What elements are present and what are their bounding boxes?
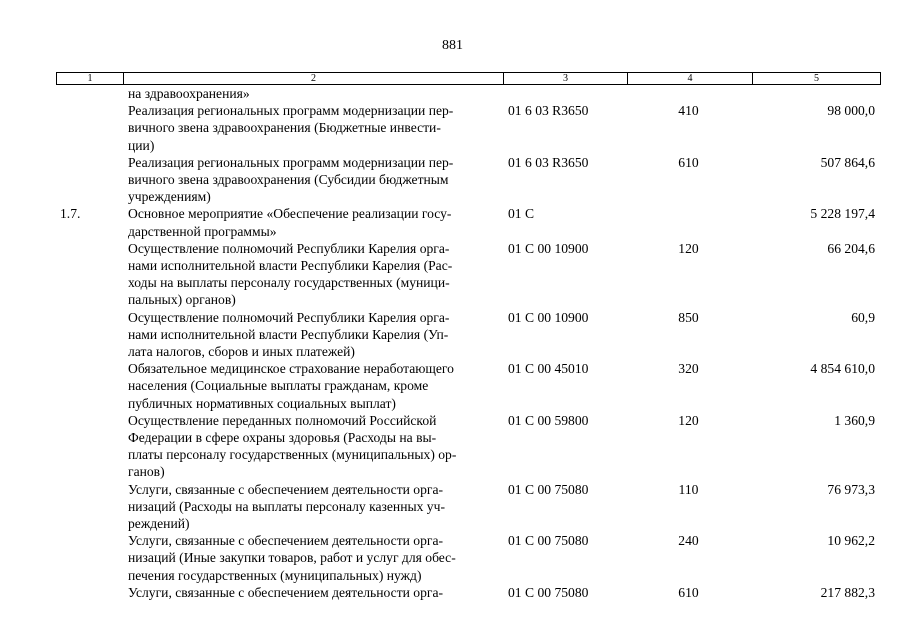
table-row xyxy=(56,240,881,309)
row-description xyxy=(122,85,502,102)
row-description xyxy=(122,360,502,412)
description-line: Основное мероприятие «Обеспечение реализации госу- xyxy=(128,206,452,222)
description-line: Осуществление полномочий Республики Карелия орга- xyxy=(128,240,450,256)
row-description xyxy=(122,309,502,361)
table-row xyxy=(56,412,881,481)
row-code: 01 6 03 R3650 xyxy=(508,154,589,170)
row-code: 01 С 00 45010 xyxy=(508,361,589,377)
table-body xyxy=(56,85,881,601)
description-line: лата налогов, сборов и иных платежей) xyxy=(128,344,355,360)
row-expense-type: 120 xyxy=(678,240,699,256)
description-line: Реализация региональных программ модернизации пер- xyxy=(128,103,454,119)
row-expense-type: 120 xyxy=(678,412,699,428)
description-line: нами исполнительной власти Республики Карелия (Рас- xyxy=(128,258,453,274)
description-line: вичного звена здравоохранения (Бюджетные инвести- xyxy=(128,120,441,136)
row-description xyxy=(122,584,502,601)
row-amount: 5 228 197,4 xyxy=(810,206,875,222)
row-description xyxy=(122,240,502,309)
row-code: 01 С 00 75080 xyxy=(508,584,589,600)
header-col-2: 2 xyxy=(123,73,503,84)
row-amount: 217 882,3 xyxy=(820,584,875,600)
description-line: нами исполнительной власти Республики Карелия (Уп- xyxy=(128,326,449,342)
row-code: 01 С 00 75080 xyxy=(508,533,589,549)
description-line: печения государственных (муниципальных) нужд) xyxy=(128,567,422,583)
description-line: ции) xyxy=(128,137,155,153)
page-number: 881 xyxy=(442,38,463,53)
row-amount: 10 962,2 xyxy=(827,533,875,549)
row-expense-type: 320 xyxy=(678,361,699,377)
table-row xyxy=(56,205,881,239)
row-expense-type: 240 xyxy=(678,533,699,549)
description-line: Услуги, связанные с обеспечением деятельности орга- xyxy=(128,584,444,600)
row-code: 01 С 00 59800 xyxy=(508,412,589,428)
description-line: Услуги, связанные с обеспечением деятельности орга- xyxy=(128,533,444,549)
description-line: Услуги, связанные с обеспечением деятельности орга- xyxy=(128,481,444,497)
row-code: 01 С xyxy=(508,206,535,222)
description-line: низаций (Расходы на выплаты персоналу казенных уч- xyxy=(128,498,445,514)
row-description xyxy=(122,102,502,154)
table-row xyxy=(56,85,881,102)
row-description xyxy=(122,412,502,481)
description-line: дарственной программы» xyxy=(128,223,277,239)
header-col-5: 5 xyxy=(752,73,880,84)
table-row xyxy=(56,309,881,361)
table-row xyxy=(56,102,881,154)
row-expense-type: 110 xyxy=(678,481,699,497)
row-amount: 98 000,0 xyxy=(827,103,875,119)
description-line: на здравоохранения» xyxy=(128,86,250,101)
row-expense-type: 410 xyxy=(678,103,699,119)
row-expense-type: 610 xyxy=(678,584,699,600)
table-row xyxy=(56,154,881,206)
row-code: 01 6 03 R3650 xyxy=(508,103,589,119)
header-col-1: 1 xyxy=(87,73,93,84)
row-amount: 4 854 610,0 xyxy=(810,361,875,377)
description-line: платы персоналу государственных (муниципальных) ор- xyxy=(128,447,457,463)
row-expense-type: 850 xyxy=(678,309,699,325)
description-line: Реализация региональных программ модернизации пер- xyxy=(128,154,454,170)
table-header xyxy=(56,72,881,85)
row-code: 01 С 00 10900 xyxy=(508,309,589,325)
table-row xyxy=(56,532,881,584)
row-description xyxy=(122,481,502,533)
description-line: населения (Социальные выплаты гражданам, кроме xyxy=(128,378,429,394)
description-line: учреждениям) xyxy=(128,189,211,205)
row-description xyxy=(122,532,502,584)
row-amount: 1 360,9 xyxy=(834,412,875,428)
header-col-3: 3 xyxy=(503,73,627,84)
row-code: 01 С 00 75080 xyxy=(508,481,589,497)
row-code: 01 С 00 10900 xyxy=(508,240,589,256)
description-line: ходы на выплаты персоналу государственных (муници- xyxy=(128,275,450,291)
row-expense-type: 610 xyxy=(678,154,699,170)
table-row xyxy=(56,584,881,601)
description-line: вичного звена здравоохранения (Субсидии бюджетным xyxy=(128,172,449,188)
description-line: Обязательное медицинское страхование неработающего xyxy=(128,361,454,377)
row-description xyxy=(122,154,502,206)
description-line: пальных) органов) xyxy=(128,292,236,308)
row-amount: 66 204,6 xyxy=(827,240,875,256)
description-line: ганов) xyxy=(128,464,165,480)
description-line: реждений) xyxy=(128,516,190,532)
row-amount: 507 864,6 xyxy=(820,154,875,170)
description-line: Федерации в сфере охраны здоровья (Расходы на вы- xyxy=(128,430,437,446)
description-line: низаций (Иные закупки товаров, работ и услуг для обес- xyxy=(128,550,456,566)
description-line: Осуществление переданных полномочий Российской xyxy=(128,412,437,428)
row-amount: 76 973,3 xyxy=(827,481,875,497)
row-amount: 60,9 xyxy=(851,309,875,325)
row-description xyxy=(122,205,502,239)
table-row xyxy=(56,481,881,533)
budget-table xyxy=(56,72,881,601)
header-col-4: 4 xyxy=(627,73,752,84)
table-row xyxy=(56,360,881,412)
description-line: публичных нормативных социальных выплат) xyxy=(128,395,396,411)
description-line: Осуществление полномочий Республики Карелия орга- xyxy=(128,309,450,325)
row-number: 1.7. xyxy=(60,206,81,222)
